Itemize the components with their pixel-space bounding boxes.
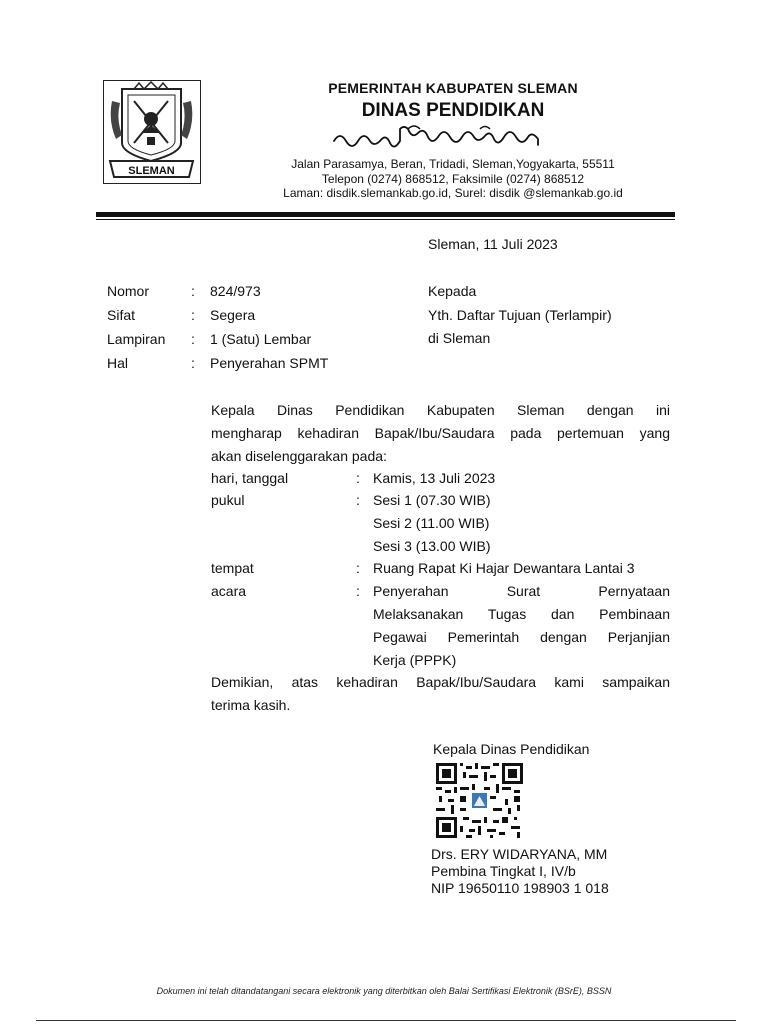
intro-line: Kepala Dinas Pendidikan Kabupaten Sleman dengan ini bbox=[211, 402, 670, 418]
meta-label: Nomor bbox=[107, 283, 150, 299]
schedule-value-date: Kamis, 13 Juli 2023 bbox=[373, 470, 496, 486]
meta-label: Sifat bbox=[107, 307, 136, 323]
closing-line: terima kasih. bbox=[211, 697, 291, 713]
schedule-time-session-3: Sesi 3 (13.00 WIB) bbox=[373, 538, 491, 554]
recipient-line: Kepada bbox=[428, 283, 477, 299]
meta-value-nomor: 824/973 bbox=[210, 283, 261, 299]
address-line: Jalan Parasamya, Beran, Tridadi, Sleman,Yogyakarta, 55511 bbox=[291, 157, 615, 171]
agenda-line: Penyerahan Surat Pernyataan bbox=[373, 583, 670, 599]
intro-line: mengharap kehadiran Bapak/Ibu/Saudara pada pertemuan yang bbox=[211, 425, 670, 441]
signatory-nip: NIP 19650110 198903 1 018 bbox=[431, 880, 609, 896]
schedule-colon: : bbox=[356, 470, 360, 486]
department-name: DINAS PENDIDIKAN bbox=[361, 100, 545, 121]
agenda-line: Kerja (PPPK) bbox=[373, 652, 457, 668]
schedule-label-place: tempat bbox=[211, 560, 254, 576]
letterhead-rule-thin bbox=[96, 219, 675, 220]
javanese-script-icon bbox=[330, 123, 560, 149]
signature-title: Kepala Dinas Pendidikan bbox=[433, 741, 590, 757]
meta-value-sifat: Segera bbox=[210, 307, 256, 323]
schedule-time-session-2: Sesi 2 (11.00 WIB) bbox=[373, 515, 490, 531]
meta-colon: : bbox=[191, 283, 195, 299]
phone-line: Telepon (0274) 868512, Faksimile (0274) 868512 bbox=[321, 171, 585, 186]
signatory-name: Drs. ERY WIDARYANA, MM bbox=[431, 846, 608, 862]
meta-row bbox=[107, 280, 149, 303]
sleman-regency-logo bbox=[103, 80, 201, 184]
meta-value-hal: Penyerahan SPMT bbox=[210, 355, 329, 371]
schedule-colon: : bbox=[356, 492, 360, 508]
coat-of-arms-icon bbox=[104, 81, 199, 182]
meta-colon: : bbox=[191, 307, 195, 323]
schedule-label-time: pukul bbox=[211, 492, 245, 508]
schedule-label-date: hari, tanggal bbox=[211, 470, 289, 486]
meta-row bbox=[107, 352, 128, 375]
intro-line: akan diselenggarakan pada: bbox=[211, 448, 387, 464]
letterhead-address-block bbox=[262, 157, 644, 201]
qr-code-icon bbox=[436, 763, 523, 838]
logo-label: SLEMAN bbox=[128, 165, 175, 177]
meta-label: Hal bbox=[107, 355, 129, 371]
page-bottom-rule bbox=[36, 1020, 736, 1021]
schedule-label-agenda: acara bbox=[211, 583, 247, 599]
closing-line: Demikian, atas kehadiran Bapak/Ibu/Saudara kami sampaikan bbox=[211, 674, 670, 690]
agenda-line: Melaksanakan Tugas dan Pembinaan bbox=[373, 606, 670, 622]
signatory-rank: Pembina Tingkat I, IV/b bbox=[431, 863, 576, 879]
schedule-colon: : bbox=[356, 583, 360, 599]
schedule-value-place: Ruang Rapat Ki Hajar Dewantara Lantai 3 bbox=[373, 560, 635, 576]
web-line: Laman: disdik.slemankab.go.id, Surel: disdik @slemankab.go.id bbox=[283, 186, 623, 200]
meta-colon: : bbox=[191, 331, 195, 347]
recipient-line: Yth. Daftar Tujuan (Terlampir) bbox=[428, 307, 612, 323]
e-signature-footer-note: Dokumen ini telah ditandatangani secara elektronik yang diterbitkan oleh Balai Sertifikasi Elektronik (BSrE), BSSN bbox=[156, 986, 612, 996]
meta-value-lampiran: 1 (Satu) Lembar bbox=[210, 331, 312, 347]
meta-label: Lampiran bbox=[107, 331, 166, 347]
meta-row bbox=[107, 328, 165, 351]
government-name: PEMERINTAH KABUPATEN SLEMAN bbox=[328, 80, 578, 96]
recipient-line: di Sleman bbox=[428, 330, 491, 346]
schedule-colon: : bbox=[356, 560, 360, 576]
schedule-time-session-1: Sesi 1 (07.30 WIB) bbox=[373, 492, 491, 508]
letter-date: Sleman, 11 Juli 2023 bbox=[428, 236, 558, 252]
meta-row bbox=[107, 304, 135, 327]
agenda-line: Pegawai Pemerintah dengan Perjanjian bbox=[373, 629, 670, 645]
letterhead-rule-thick bbox=[96, 212, 675, 217]
meta-colon: : bbox=[191, 355, 195, 371]
